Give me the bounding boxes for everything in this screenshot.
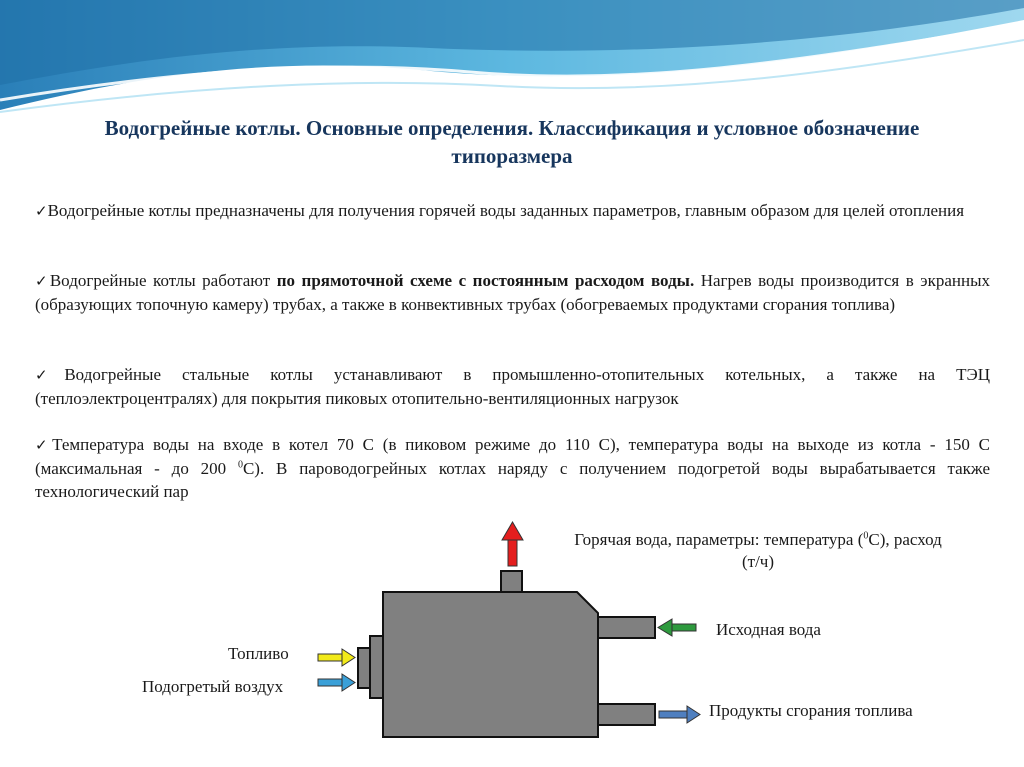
check-mark-icon: ✓ — [35, 272, 50, 290]
flue-gas-pipe — [598, 704, 655, 725]
label-text: Горячая вода, параметры: температура ( — [574, 530, 864, 549]
paragraph-text: Водогрейные котлы работают — [49, 271, 277, 290]
superscript: 0 — [863, 530, 869, 542]
paragraph-text: Нагрев воды производится в экранных (образующих топочную камеру) трубах, а также в конвективных трубах (обогреваемых продуктами сгорания топлива) — [35, 271, 990, 314]
label-hot-water — [568, 529, 948, 573]
paragraph-text: Водогрейные стальные котлы устанавливают в промышленно-отопительных котельных, а также на ТЭЦ (теплоэлектроцентралях) для покрытия пиковых отопительно-вентиляционных нагрузок — [35, 365, 991, 408]
paragraph-usage — [35, 363, 990, 410]
boiler-body — [383, 592, 598, 737]
check-mark-icon: ✓ — [35, 366, 65, 384]
paragraph-bold-text: по прямоточной схеме с постоянным расходом воды. — [276, 271, 695, 290]
source-water-arrow — [658, 619, 696, 636]
fuel-arrow — [318, 649, 355, 666]
heated-air-arrow — [318, 674, 355, 691]
label-fuel: Топливо — [228, 644, 289, 663]
combustion-products-arrow — [659, 706, 700, 723]
source-water-pipe — [598, 617, 655, 638]
superscript: 0 — [237, 459, 243, 471]
check-mark-icon: ✓ — [35, 436, 53, 454]
check-mark-icon: ✓ — [35, 202, 48, 220]
label-source-water: Исходная вода — [716, 620, 821, 639]
paragraph-text: Температура воды на входе в котел 70 С (в пиковом режиме до 110 С), температура воды на выходе из котла - 150 С (максимальная - до 200 — [35, 435, 990, 478]
hot-water-arrow — [502, 522, 523, 566]
paragraph-purpose — [35, 199, 990, 223]
label-combustion-products: Продукты сгорания топлива — [709, 701, 913, 720]
paragraph-operation — [35, 269, 990, 316]
label-text: С), расход (т/ч) — [741, 530, 942, 571]
burner-inner — [358, 648, 370, 688]
slide-title: Водогрейные котлы. Основные определения. Классификация и условное обозначение типоразмера — [104, 116, 920, 168]
outlet-nozzle — [501, 571, 522, 592]
label-heated-air: Подогретый воздух — [142, 677, 284, 696]
burner-outer — [370, 636, 383, 698]
wave-header-decoration — [0, 0, 1024, 120]
paragraph-text: Водогрейные котлы предназначены для получения горячей воды заданных параметров, главным образом для целей отопления — [47, 201, 965, 220]
paragraph-text: С). В пароводогрейных котлах наряду с получением подогретой воды вырабатывается также технологический пар — [35, 459, 990, 501]
paragraph-temperature — [35, 433, 990, 503]
